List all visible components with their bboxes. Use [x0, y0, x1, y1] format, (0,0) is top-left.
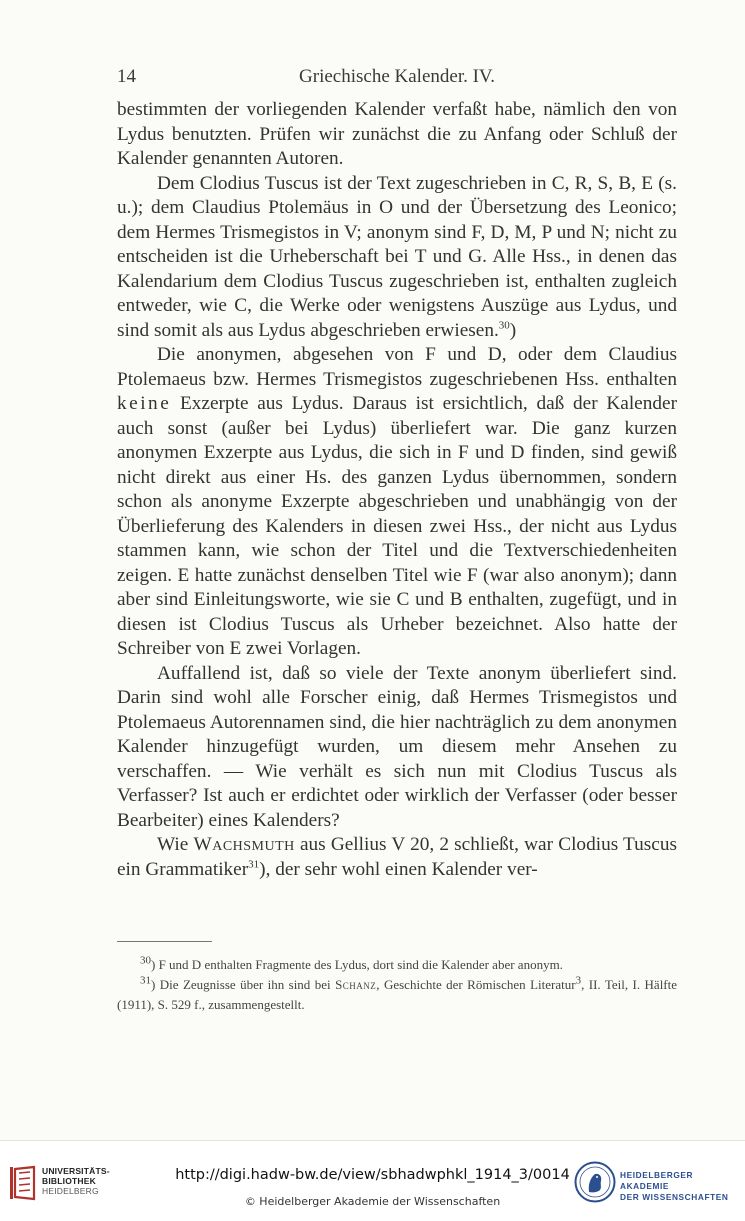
footnote-ref-31[interactable]: 31	[248, 858, 260, 871]
permalink-url[interactable]: http://digi.hadw-bw.de/view/sbhadwphkl_1914_3/0014	[175, 1167, 570, 1183]
emphasis-spaced: keine	[117, 393, 172, 414]
academy-logo-text: HEIDELBERGER AKADEMIE DER WISSENSCHAFTEN	[620, 1170, 729, 1202]
paragraph-5: Wie Wachsmuth aus Gellius V 20, 2 schließt, war Clodius Tuscus ein Grammatiker$^{31}$), der sehr wohl einen Kalender ver-	[117, 834, 677, 880]
paragraph-3: Die anonymen, abgesehen von F und D, oder dem Claudius Ptolemaeus bzw. Hermes Trismegistos zugeschriebenen Hss. enthalten keine Exzerpte aus Lydus. Daraus ist ersichtlich, daß der Kalender auch sonst (außer bei Lydus) überliefert war. Die ganz kurzen anonymen Exzerpte aus Lydus, die sich in F und D finden, sind gewiß nicht direkt aus einer Hs. des ganzen Lydus übernommen, sondern schon als anonyme Exzerpte abgeschrieben und unabhängig von der Überlieferung des Kalenders in diesen zwei Hss., der nicht aus Lydus stammen kann, wie schon der Titel und die Textverschiedenheiten zeigen. E hatte zunächst denselben Titel wie F (war also anonym); dann aber sind Einleitungsworte, wie sie C und B enthalten, zugefügt, und in diesen ist Clodius Tuscus als Urheber bezeichnet. Also hatte der Schreiber von E zwei Vorlagen.	[117, 344, 677, 659]
paragraph-2: Dem Clodius Tuscus ist der Text zugeschrieben in C, R, S, B, E (s. u.); dem Claudius Ptolemäus in O und der Übersetzung des Leonico; dem Hermes Trismegistos in V; anonym sind F, D, M, P und N; nicht zu entscheiden ist die Urheberschaft bei T und G. Alle Hss., in denen das Kalendarium dem Clodius Tuscus zugeschrieben ist, enthalten zugleich entweder, wie C, die Werke oder wenigstens Auszüge aus Lydus, und sind somit als aus Lydus abgeschrieben erwiesen.$^{30}$)	[117, 172, 677, 341]
page-number: 14	[117, 66, 136, 87]
viewer-footer	[0, 1140, 745, 1221]
author-name-smallcaps: Schanz	[335, 977, 377, 992]
body-text	[117, 98, 677, 882]
academy-logo[interactable]	[574, 1161, 742, 1205]
footnote-divider	[117, 941, 212, 942]
paragraph-1: bestimmten der vorliegenden Kalender verfaßt habe, nämlich den von Lydus benutzten. Prüfen wir zunächst die zu Anfang oder Schluß der Kalender genannten Autoren.	[117, 99, 677, 169]
author-name-smallcaps: Wachsmuth	[193, 834, 295, 855]
running-title: Griechische Kalender. IV.	[299, 66, 495, 87]
footnote-31: $^{31}$) Die Zeugnisse über ihn sind bei Schanz, Geschichte der Römischen Literatur$^3$, II. Teil, I. Hälfte (1911), S. 529 f., zusammengestellt.	[117, 974, 678, 1012]
copyright-notice: © Heidelberger Akademie der Wissenschaften	[244, 1195, 501, 1208]
footnote-30: $^{30}$) F und D enthalten Fragmente des Lydus, dort sind die Kalender aber anonym.	[140, 954, 563, 972]
footnote-ref-30[interactable]: 30	[498, 319, 510, 332]
library-emblem-icon	[8, 1163, 38, 1203]
university-library-logo[interactable]	[8, 1163, 158, 1203]
library-logo-text: UNIVERSITÄTS- BIBLIOTHEK HEIDELBERG	[42, 1166, 110, 1196]
academy-seal-icon	[574, 1161, 616, 1203]
footnotes	[117, 955, 677, 1015]
paragraph-4: Auffallend ist, daß so viele der Texte anonym überliefert sind. Darin sind wohl alle Forscher einig, daß Hermes Trismegistos und Ptolemaeus Autorennamen sind, die hier nachträglich zu dem anonymen Kalender hinzugefügt wurden, um diesem mehr Ansehen zu verschaffen. — Wie verhält es sich nun mit Clodius Tuscus als Verfasser? Ist auch er erdichtet oder wirklich der Verfasser (oder besser Bearbeiter) eines Kalenders?	[117, 662, 677, 831]
